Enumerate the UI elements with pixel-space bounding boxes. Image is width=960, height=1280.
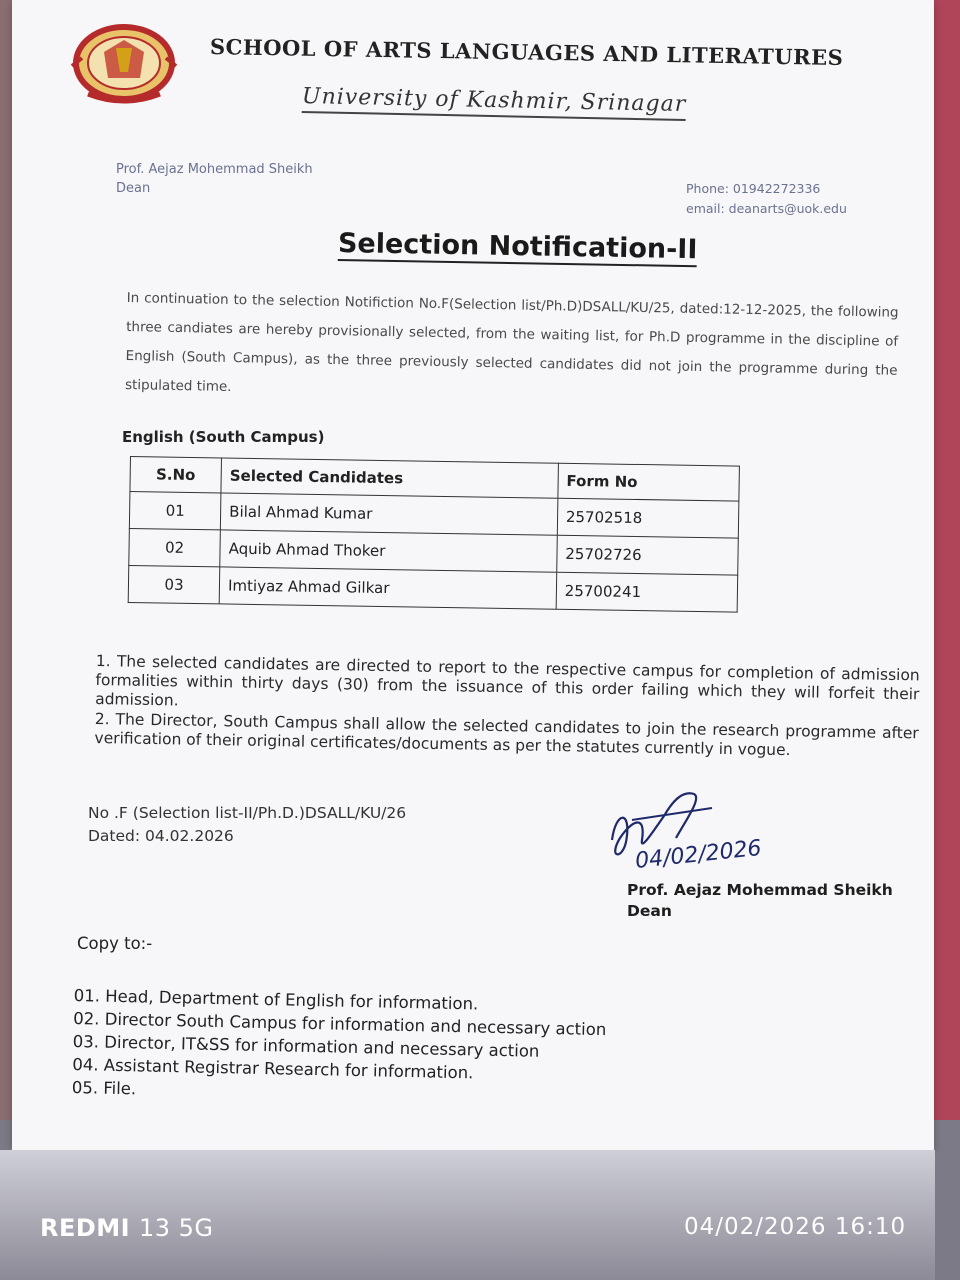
selected-candidates-table (128, 456, 740, 613)
letterhead-email: email: deanarts@uok.edu (686, 201, 847, 216)
reference-date: Dated: 04.02.2026 (88, 827, 234, 845)
camera-watermark-timestamp: 04/02/2026 16:10 (684, 1214, 907, 1240)
instruction-item: 1. The selected candidates are directed to report to the respective campus for completion of admission formalities within thirty days (30) from the issuance of this order failing which they will forfeit their admission. (95, 652, 920, 710)
list-item: 04. Assistant Registrar Research for information. (72, 1054, 474, 1083)
row-sno: 02 (129, 528, 221, 566)
school-name: SCHOOL OF ARTS LANGUAGES AND LITERATURES (209, 34, 844, 71)
reference-number: No .F (Selection list-II/Ph.D.)DSALL/KU/26 (88, 804, 407, 822)
row-form-no: 25702726 (557, 535, 739, 575)
camera-watermark-device (40, 1214, 214, 1242)
list-item: 01. Head, Department of English for information. (73, 985, 479, 1014)
letterhead-phone: Phone: 01942272336 (686, 181, 821, 196)
university-seal-logo (64, 22, 184, 104)
document-page (12, 0, 934, 1150)
row-candidate-name: Bilal Ahmad Kumar (220, 493, 557, 535)
letterhead-dean-title: Dean (116, 181, 151, 196)
row-form-no: 25700241 (556, 572, 738, 612)
list-item: 03. Director, IT&SS for information and necessary action (72, 1031, 540, 1061)
reference-block (88, 802, 406, 848)
instructions-list (94, 652, 920, 763)
row-sno: 01 (129, 492, 221, 530)
signatory-block (627, 880, 893, 922)
document-title: Selection Notification-II (337, 228, 698, 266)
row-sno: 03 (128, 565, 220, 603)
handwritten-signature (602, 780, 832, 876)
row-candidate-name: Aquib Ahmad Thoker (220, 530, 557, 572)
university-name: University of Kashmir, Srinagar (302, 84, 687, 121)
list-item: 02. Director South Campus for information and necessary action (73, 1008, 607, 1040)
signature-date: 04/02/2026 (634, 835, 763, 874)
intro-paragraph: In continuation to the selection Notifiction No.F(Selection list/Ph.D)DSALL/KU/25, dated:12-12-2025, the following three candiates are hereby provisionally selected, from the waiting list, for Ph.D programme in the discipline of English (South Campus), as the three previously selected candidates did not join the programme during the stipulated time. (124, 289, 899, 396)
table-caption: English (South Campus) (122, 428, 325, 446)
row-form-no: 25702518 (557, 498, 739, 538)
watermark-brand: REDMI (40, 1214, 131, 1242)
row-candidate-name: Imtiyaz Ahmad Gilkar (219, 567, 556, 609)
header-sno: S.No (130, 457, 222, 493)
signatory-name: Prof. Aejaz Mohemmad Sheikh (627, 881, 893, 899)
copy-to-list (72, 984, 607, 1110)
signatory-title: Dean (627, 902, 672, 920)
letterhead-dean-name: Prof. Aejaz Mohemmad Sheikh (116, 162, 313, 177)
header-form-no: Form No (558, 463, 740, 501)
copy-to-label: Copy to:- (77, 934, 153, 953)
list-item: 05. File. (71, 1077, 137, 1099)
header-candidates: Selected Candidates (221, 458, 558, 498)
instruction-item: 2. The Director, South Campus shall allow the selected candidates to join the research programme after verification of their original certificates/documents as per the statutes currently in vogue. (94, 709, 919, 760)
watermark-model: 13 5G (138, 1214, 214, 1242)
